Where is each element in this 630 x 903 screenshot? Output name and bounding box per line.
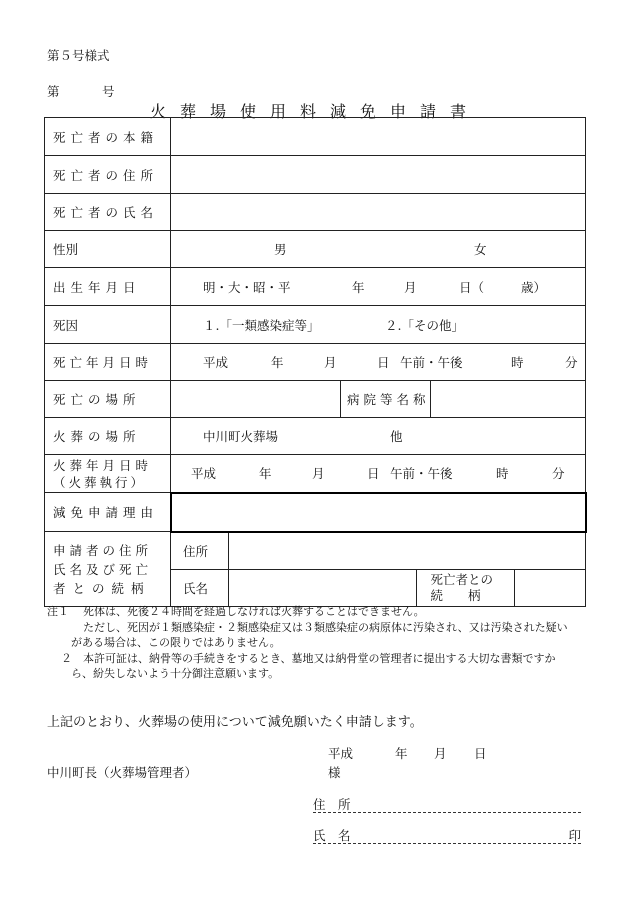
death-datetime-field[interactable] [171, 344, 586, 381]
cremation-place-other: 他 [390, 429, 403, 444]
cremation-place-label: 火葬の場所 [45, 418, 171, 455]
cremation-hour-unit: 時 [496, 466, 509, 482]
row-cremation-place [45, 418, 586, 455]
row-honseki [45, 118, 586, 156]
note-1-head: 注１ [47, 605, 69, 618]
cremation-place-value: 中川町火葬場 [203, 429, 279, 444]
death-ampm-options[interactable]: 午前・午後 [400, 355, 463, 370]
relation-label [416, 570, 514, 606]
row-cause [45, 306, 586, 344]
note-1-text-a: 死体は、死後２４時間を経過しなければ火葬することはできません。 [83, 605, 425, 618]
death-day-unit: 日 [377, 355, 390, 370]
applicant-details [171, 532, 586, 607]
cremation-datetime-field[interactable] [171, 455, 586, 493]
cremation-datetime-label-line1: 火葬年月日時 [53, 457, 153, 473]
applicant-label-line1: 申請者の住所 [53, 543, 153, 559]
seal-mark: 印 [568, 828, 581, 843]
deceased-name-label: 死亡者の氏名 [45, 194, 171, 231]
row-applicant [45, 532, 586, 607]
birth-label: 出生年月日 [45, 268, 171, 306]
row-birth [45, 268, 586, 306]
note-1-text-c: がある場合は、この限りではありません。 [71, 636, 281, 649]
deceased-name-field[interactable] [171, 194, 586, 231]
sex-female-option[interactable]: 女 [474, 242, 487, 257]
birth-month-unit: 月 [404, 279, 417, 295]
application-form-table [44, 117, 587, 607]
death-minute-unit: 分 [565, 355, 578, 370]
applicant-label-line3: 者との続柄 [53, 581, 151, 597]
death-place-field[interactable] [171, 381, 341, 418]
reduction-reason-field[interactable] [171, 493, 586, 532]
applicant-name-row [171, 570, 585, 606]
relation-field[interactable] [514, 570, 585, 606]
cause-option-1[interactable]: １.「一類感染症等」 [203, 317, 320, 333]
cremation-year-unit: 年 [259, 466, 272, 482]
note-2-text-a: 本許可証は、納骨等の手続きをするとき、墓地又は納骨堂の管理者に提出する大切な書類ですか [83, 651, 556, 665]
hospital-name-field[interactable] [431, 381, 586, 418]
death-month-unit: 月 [324, 355, 337, 370]
birth-age-unit: 歳） [521, 279, 547, 295]
cremation-month-unit: 月 [312, 466, 325, 482]
applicant-label-line2: 氏名及び死亡 [53, 562, 153, 578]
document-number-line [47, 82, 115, 100]
death-datetime-label: 死亡年月日時 [45, 344, 171, 381]
cremation-era: 平成 [191, 466, 217, 482]
applicant-address-field[interactable] [228, 533, 585, 570]
applicant-name-signature-line[interactable] [313, 826, 581, 844]
sex-label-cell [45, 231, 171, 268]
sex-label: 性別 [53, 242, 79, 257]
applicant-address-label: 住所 [171, 533, 228, 570]
signature-address-label: 住 所 [313, 797, 351, 812]
form-title: 火葬場使用料減免申請書 [149, 102, 480, 121]
application-statement: 上記のとおり、火葬場の使用について減免願いたく申請します。 [47, 715, 423, 730]
cremation-datetime-label-line2: （火葬執行） [53, 474, 147, 490]
cause-label: 死因 [53, 317, 79, 333]
birth-field[interactable] [171, 268, 586, 306]
row-death-place [45, 381, 586, 418]
cremation-ampm-options[interactable]: 午前・午後 [390, 466, 453, 482]
death-era: 平成 [203, 355, 229, 370]
notes-section [47, 604, 592, 682]
cremation-place-field[interactable] [171, 418, 586, 455]
applicant-address-row [171, 533, 585, 570]
cause-option-2[interactable]: ２.「その他」 [385, 317, 464, 333]
application-date[interactable] [328, 744, 487, 762]
note-2 [47, 651, 592, 667]
birth-year-unit: 年 [352, 279, 365, 295]
row-death-datetime [45, 344, 586, 381]
cremation-minute-unit: 分 [552, 466, 565, 482]
note-1 [47, 604, 592, 620]
document-number-prefix: 第 [47, 84, 60, 99]
birth-day-unit: 日（ [459, 279, 485, 295]
applicant-subtable [171, 533, 585, 606]
signature-name-label: 氏 名 [313, 828, 351, 843]
hospital-name-label: 病院等名称 [341, 381, 431, 418]
date-year-unit: 年 [395, 746, 408, 761]
note-2-text-b: ら、紛失しないよう十分御注意願います。 [71, 667, 280, 680]
row-name [45, 194, 586, 231]
note-1-text-b: ただし、死因が１類感染症・２類感染症又は３類感染症の病原体に汚染され、又は汚染された疑い [83, 620, 568, 634]
relation-label-line1: 死亡者との [430, 571, 494, 587]
relation-label-line2: 続 柄 [430, 587, 481, 603]
date-month-unit: 月 [434, 746, 447, 761]
cause-field[interactable] [171, 306, 586, 344]
date-day-unit: 日 [474, 746, 487, 761]
document-number-suffix: 号 [102, 84, 115, 99]
form-number: 第５号様式 [47, 48, 110, 63]
applicant-label [45, 532, 171, 607]
sex-field[interactable] [171, 231, 586, 268]
cremation-day-unit: 日 [367, 466, 380, 482]
row-cremation-datetime [45, 455, 586, 493]
deceased-address-label: 死亡者の住所 [45, 156, 171, 194]
death-place-label: 死亡の場所 [45, 381, 171, 418]
addressee-honorific: 様 [328, 765, 341, 780]
date-era: 平成 [328, 746, 354, 761]
row-reason [45, 493, 586, 532]
honseki-label: 死亡者の本籍 [45, 118, 171, 156]
sex-male-option[interactable]: 男 [274, 242, 287, 257]
cause-label-cell [45, 306, 171, 344]
addressee: 中川町長（火葬場管理者） [47, 765, 198, 780]
death-hour-unit: 時 [511, 355, 524, 370]
applicant-name-label: 氏名 [171, 570, 228, 606]
row-address [45, 156, 586, 194]
death-year-unit: 年 [271, 355, 284, 370]
applicant-name-field[interactable] [228, 570, 416, 606]
note-2-head: ２ [61, 651, 72, 665]
cremation-datetime-label [45, 455, 171, 493]
applicant-address-signature-line[interactable] [313, 795, 581, 813]
row-sex [45, 231, 586, 268]
reduction-reason-label: 減免申請理由 [45, 493, 171, 532]
deceased-address-field[interactable] [171, 156, 586, 194]
honseki-field[interactable] [171, 118, 586, 156]
birth-era-options[interactable]: 明・大・昭・平 [203, 279, 291, 295]
